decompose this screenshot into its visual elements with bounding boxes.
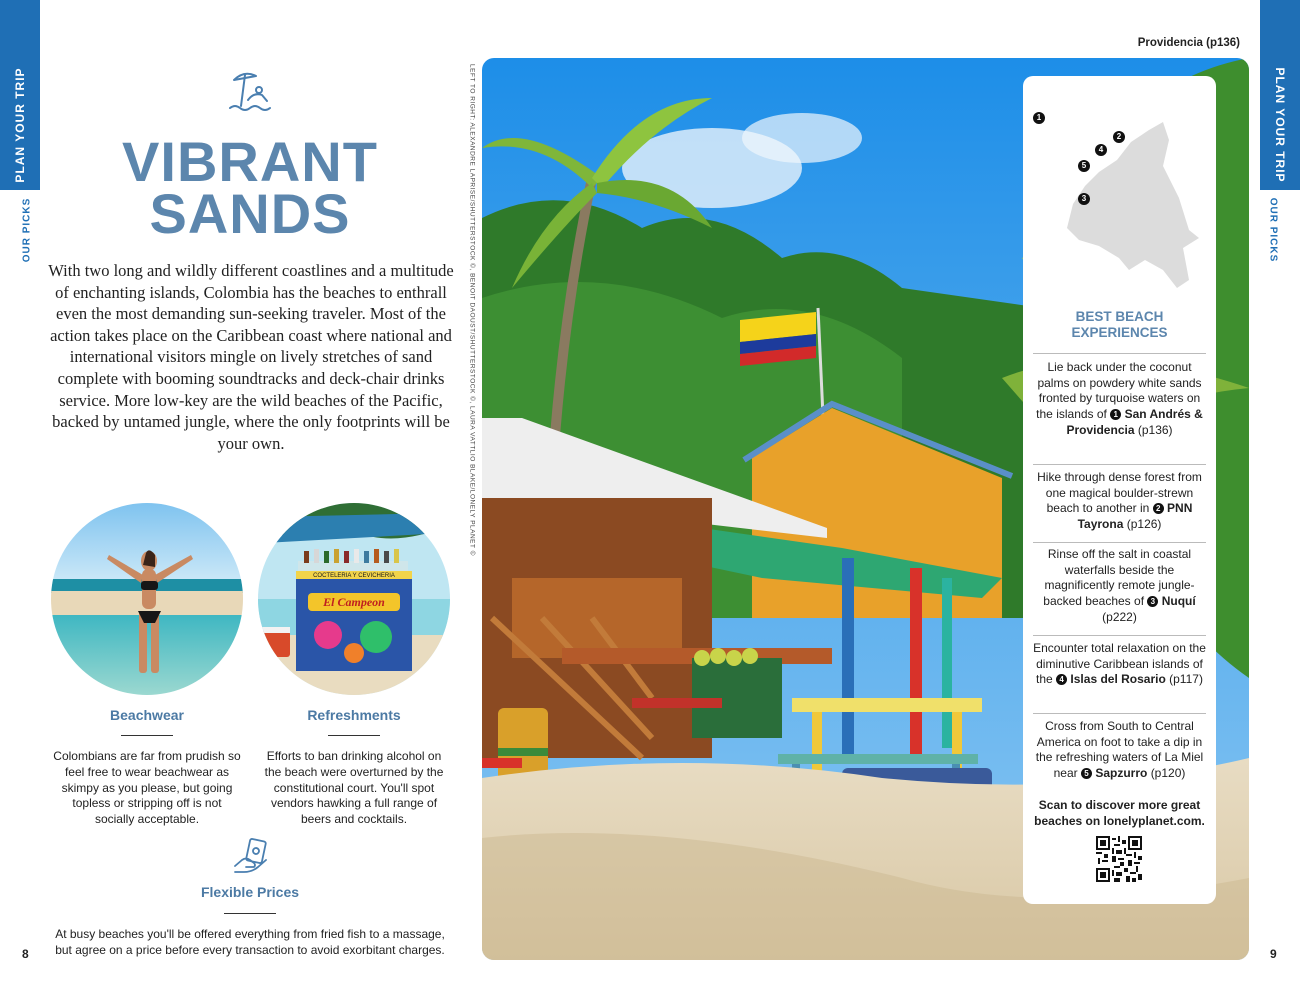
pick-sapzurro <box>1033 719 1206 782</box>
pick-divider <box>1033 635 1206 636</box>
pick-islas-del-rosario <box>1033 641 1206 688</box>
pick-number-1: 1 <box>1110 409 1121 420</box>
map-marker-5: 5 <box>1078 160 1090 172</box>
pick-sapzurro-page: (p120) <box>1150 766 1186 781</box>
pick-nuqui <box>1033 547 1206 626</box>
pick-nuqui-text: Rinse off the salt in coastal waterfalls beside the magnificently remote jungle-backed beaches of <box>1043 547 1195 609</box>
flexible-prices-text: At busy beaches you'll be offered everything from fried fish to a massage, but agree on a price before every transaction to avoid exorbitant charges. <box>55 927 445 957</box>
pick-islas-del-rosario-text: Encounter total relaxation on the diminutive Caribbean islands of the <box>1033 641 1206 687</box>
colombia-map <box>1059 120 1199 300</box>
map-marker-4: 4 <box>1095 144 1107 156</box>
pick-nuqui-page: (p222) <box>1102 609 1137 624</box>
flexible-prices-rule <box>224 913 276 914</box>
pick-number-3: 3 <box>1147 596 1158 607</box>
refreshments-text: Efforts to ban drinking alcohol on the beach were overturned by the constitutional court. You'll spot vendors hawking a full range of beers and cocktails. <box>264 749 444 827</box>
pick-number-2: 2 <box>1153 503 1164 514</box>
pick-divider <box>1033 353 1206 354</box>
pick-tayrona-place: PNN Tayrona <box>1077 501 1193 532</box>
panel-heading-line1: BEST BEACH <box>1075 309 1164 324</box>
page-number-left: 8 <box>22 947 29 961</box>
panel-heading-line2: EXPERIENCES <box>1071 325 1168 340</box>
plan-your-trip-label-right: PLAN YOUR TRIP <box>1273 67 1287 183</box>
pick-san-andres-place: San Andrés & Providencia <box>1066 407 1203 437</box>
pick-islas-del-rosario-place: Islas del Rosario <box>1070 672 1166 687</box>
map-marker-1: 1 <box>1033 112 1045 124</box>
beachwear-heading: Beachwear <box>110 707 184 723</box>
page-number-right: 9 <box>1270 947 1277 961</box>
pick-number-5: 5 <box>1081 768 1092 779</box>
map-marker-2: 2 <box>1113 131 1125 143</box>
pick-islas-del-rosario-page: (p117) <box>1169 672 1203 687</box>
page-title-line1: VIBRANT <box>122 130 378 193</box>
best-beach-experiences-panel <box>1023 76 1216 904</box>
our-picks-label-left: OUR PICKS <box>21 197 33 263</box>
beach-umbrella-icon <box>226 68 274 116</box>
our-picks-label-right: OUR PICKS <box>1267 197 1279 263</box>
intro-paragraph: With two long and wildly different coastlines and a multitude of enchanting islands, Colombia has the beaches to enthrall even the most demanding sun-seeking traveler. Most of the action takes place on the Caribbean coast where national and international visitors mingle on lively stretches of sand complete with booming soundtracks and deck-chair drinks service. More low-key are the wild beaches of the Pacific, backed by untamed jungle, where the only footprints will be your own. <box>48 261 454 453</box>
pick-nuqui-place: Nuquí <box>1161 594 1196 609</box>
hand-money-icon <box>232 836 272 876</box>
pick-sapzurro-text: Cross from South to Central America on foot to take a dip in the refreshing waters of La Miel near <box>1035 719 1204 781</box>
pick-tayrona <box>1033 470 1206 533</box>
page-title <box>60 130 440 245</box>
providencia-reference: Providencia (p136) <box>1137 37 1240 49</box>
pick-sapzurro-place: Sapzurro <box>1095 766 1148 781</box>
pick-tayrona-page: (p126) <box>1126 517 1162 532</box>
scan-cta: Scan to discover more great beaches on lonelyplanet.com. <box>1034 798 1205 828</box>
plan-your-trip-label-left: PLAN YOUR TRIP <box>13 67 27 183</box>
beachwear-text: Colombians are far from prudish so feel free to wear beachwear as skimpy as you please, but going topless or stripping off is not socially acceptable. <box>53 749 241 827</box>
plan-your-trip-tab-right <box>1260 0 1300 190</box>
page-title-line2: SANDS <box>149 182 351 245</box>
pick-san-andres-text: Lie back under the coconut palms on powdery white sands fronted by turquoise waters on the islands of <box>1036 360 1202 422</box>
pick-san-andres <box>1033 360 1206 439</box>
cart-sign-top: COCTELERIA Y CEVICHERIA <box>313 573 395 579</box>
photo-credit: LEFT TO RIGHT: ALEXANDRE LAPRISE/SHUTTERSTOCK ©, BENOIT DAOUST/SHUTTERSTOCK ©, LAURA VATTLIO BLAKE/LONELY PLANET © <box>468 64 476 556</box>
pick-number-4: 4 <box>1056 674 1067 685</box>
pick-divider <box>1033 713 1206 714</box>
cart-sign-main: El Campeon <box>323 595 385 609</box>
beachwear-photo <box>51 503 243 695</box>
refreshments-rule <box>328 735 380 736</box>
pick-san-andres-page: (p136) <box>1137 422 1173 437</box>
pick-divider <box>1033 542 1206 543</box>
plan-your-trip-tab-left <box>0 0 40 190</box>
pick-divider <box>1033 464 1206 465</box>
beachwear-rule <box>121 735 173 736</box>
qr-code[interactable] <box>1096 836 1142 882</box>
pick-tayrona-text: Hike through dense forest from one magical boulder-strewn beach to another in <box>1037 470 1202 516</box>
refreshments-photo <box>258 503 450 695</box>
map-marker-3: 3 <box>1078 193 1090 205</box>
refreshments-heading: Refreshments <box>307 707 401 723</box>
flexible-prices-heading: Flexible Prices <box>200 884 300 900</box>
panel-heading <box>1023 309 1216 341</box>
